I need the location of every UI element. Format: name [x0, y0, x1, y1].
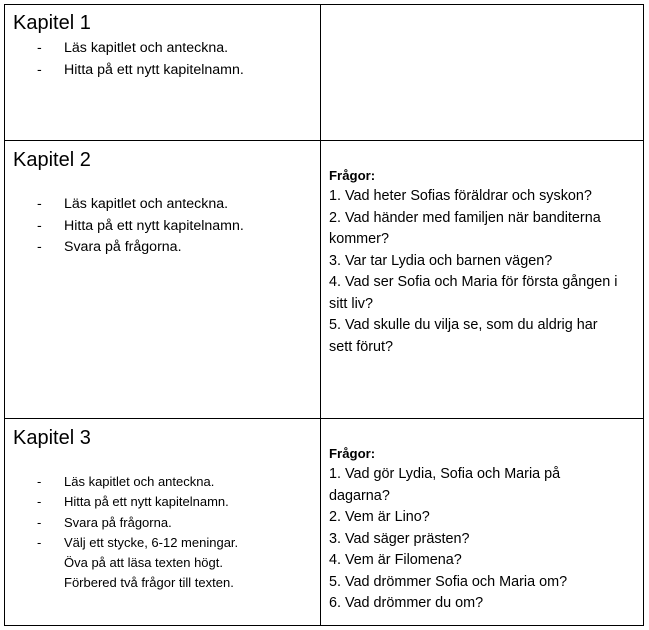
chapter-2-questions-cell	[321, 141, 643, 418]
chapter-3-questions-cell	[321, 419, 643, 625]
chapter-1-questions-cell	[321, 5, 643, 140]
question-line: sett förut?	[329, 338, 393, 355]
question-line: 3. Var tar Lydia och barnen vägen?	[329, 252, 553, 269]
question-line: 4. Vad ser Sofia och Maria för första gången i	[329, 274, 618, 290]
questions-heading: Frågor:	[329, 446, 376, 461]
question-line: sitt liv?	[329, 295, 373, 312]
list-item: - Läs kapitlet och anteckna.	[37, 40, 229, 56]
questions-heading: Frågor:	[329, 168, 376, 183]
list-item: - Hitta på ett nytt kapitelnamn.	[37, 494, 229, 510]
chapter-3-questions	[329, 444, 639, 615]
list-item: - Svara på frågorna.	[37, 514, 172, 530]
list-item: - Hitta på ett nytt kapitelnamn.	[37, 61, 244, 78]
list-item: - Hitta på ett nytt kapitelnamn.	[37, 217, 244, 234]
chapter-2-cell	[5, 141, 320, 418]
question-line: 1. Vad heter Sofias föräldrar och syskon?	[329, 188, 592, 204]
chapter-1-task-list	[37, 38, 244, 81]
list-item: Förbered två frågor till texten.	[64, 575, 234, 591]
list-item: Öva på att läsa texten högt.	[64, 555, 223, 571]
question-line: 3. Vad säger prästen?	[329, 530, 470, 547]
question-line: 4. Vem är Filomena?	[329, 552, 462, 568]
chapter-3-task-list	[37, 472, 238, 593]
question-line: 2. Vem är Lino?	[329, 509, 430, 525]
list-item: - Välj ett stycke, 6-12 meningar.	[37, 534, 239, 550]
chapter-2-questions	[329, 166, 639, 358]
chapter-3-title: Kapitel 3	[13, 427, 91, 449]
chapter-2-task-list	[37, 194, 244, 259]
list-item: - Svara på frågorna.	[37, 239, 182, 255]
question-line: 5. Vad drömmer Sofia och Maria om?	[329, 573, 568, 590]
list-item: - Läs kapitlet och anteckna.	[37, 196, 229, 212]
question-line: dagarna?	[329, 487, 390, 504]
question-line: 5. Vad skulle du vilja se, som du aldrig har	[329, 317, 598, 333]
question-line: 1. Vad gör Lydia, Sofia och Maria på	[329, 466, 561, 482]
chapter-1-cell	[5, 5, 320, 140]
question-line: 2. Vad händer med familjen när banditerna	[329, 209, 601, 226]
chapter-1-title: Kapitel 1	[13, 12, 91, 34]
question-line: 6. Vad drömmer du om?	[329, 595, 484, 611]
chapter-table	[4, 4, 644, 626]
chapter-3-cell	[5, 419, 320, 625]
question-line: kommer?	[329, 231, 389, 247]
chapter-2-title: Kapitel 2	[13, 149, 91, 171]
list-item: - Läs kapitlet och anteckna.	[37, 474, 215, 489]
